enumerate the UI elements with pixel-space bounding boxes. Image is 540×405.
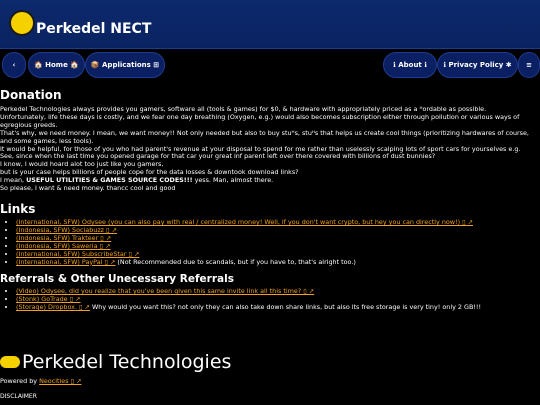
home-button[interactable]: 🏠 Home 🏠 [28,52,85,78]
trakteer-link[interactable]: (Indonesia, SFW) Trakteer ▯ ↗ [16,233,112,242]
back-button[interactable] [2,52,26,78]
donation-text [0,106,540,193]
list-item [16,288,540,296]
applications-button[interactable]: 📦 Applications ⊞ [85,52,165,78]
sociabuzz-link[interactable]: (Indonesia, SFW) Sociabuzz ▯ ↗ [16,225,117,234]
powered-by: Powered by Neocities ▯ ↗ [0,377,82,385]
donation-line: That's why, we need money. I mean, we want money!! Not only needed but also to buy stuᴴs, stuᴴs that helps us create cool things (prioritizing hardwares of course, and some games, less tools). [0,128,529,145]
donation-line: I mean, USEFUL UTILITIES & GAMES SOURCE CODES!!! yess. Man, almost there. [0,176,274,185]
back-icon: ‹ [12,61,16,69]
referrals-heading: Referrals & Other Unecessary Referrals [0,273,234,286]
paypal-link[interactable]: (International, SFW) PayPal ▯ ↗ [16,257,116,266]
navbar [0,52,540,78]
odysee-invite-link[interactable]: (Video) Odysee, did you realize that you've been given this same invite link all this time? ▯ ↗ [16,287,315,296]
logo-icon [0,356,20,368]
donation-line: I know, I would hoard alot too just like you gamers, [0,160,164,169]
footer-title: Perkedel Technologies [22,351,232,373]
link-note: (Not Recommended due to scandals, but if you have to, that's alright too.) [115,257,356,266]
donation-line: See, since when the last time you opened garage for that car your great inf parent left over there covered with billions of dust bunnies? [0,152,436,161]
site-header [0,0,540,49]
donation-heading: Donation [0,88,62,102]
main-content [0,88,540,312]
privacy-policy-button[interactable]: ℹ Privacy Policy ✱ [437,52,518,78]
link-note: Why would you want this? not only they can also take down share links, but also its free storage is very tiny! only 2 GB!!! [89,303,482,312]
emphasis-text: USEFUL UTILITIES & GAMES SOURCE CODES!!! [26,176,193,185]
disclaimer-label: DISCLAIMER [0,393,37,400]
about-button[interactable]: ℹ About ℹ [383,52,437,78]
donation-line: Perkedel Technologies always provides you gamers, software all (tools & games) for $0, & hardware with appropriately priced as a ᴴordable as possible. [0,105,487,113]
referrals-list [0,288,540,312]
donation-line: but is your case helps billions of people cope for the data losses & downtook download links? [0,168,299,177]
subscribestar-link[interactable]: (International, SFW) SubscribeStar ▯ ↗ [16,249,140,258]
neocities-link[interactable]: Neocities ▯ ↗ [39,377,82,385]
donation-line: Unfortunately, life these days is costly, and we fear one day breathing (Oxygen, e.g.) would also becomes subscription either through pollution or various ways of egregious greeds. [0,112,520,129]
brand-title[interactable]: Perkedel NECT [36,21,152,37]
logo-icon [9,10,35,36]
dropbox-link[interactable]: (Storage) Dropbox. ▯ ↗ [16,303,90,312]
donation-line: It would be helpful, for those of you who had parent's revenue at your disposal to spend for me rather than uselessly scalping lots of sport cars for yourselves e.g. [0,144,521,153]
menu-button[interactable] [518,52,540,78]
links-list [0,219,540,266]
footer-brand [0,352,540,372]
list-item [16,304,540,312]
links-heading: Links [0,201,36,216]
donation-line: So please, I want & need money. thancc cool and good [0,184,176,193]
list-item [16,259,540,267]
saweria-link[interactable]: (Indonesia, SFW) Saweria ▯ ↗ [16,241,111,250]
menu-icon: ≡ [526,61,532,69]
gotrade-link[interactable]: (Stonk) GoTrade ▯ ↗ [16,295,81,304]
odysee-link[interactable]: (International, SFW) Odysee (you can also pay with real / centralized money! Well, if you don't want crypto, but hey you can directly now!) ▯ ↗ [16,217,473,226]
